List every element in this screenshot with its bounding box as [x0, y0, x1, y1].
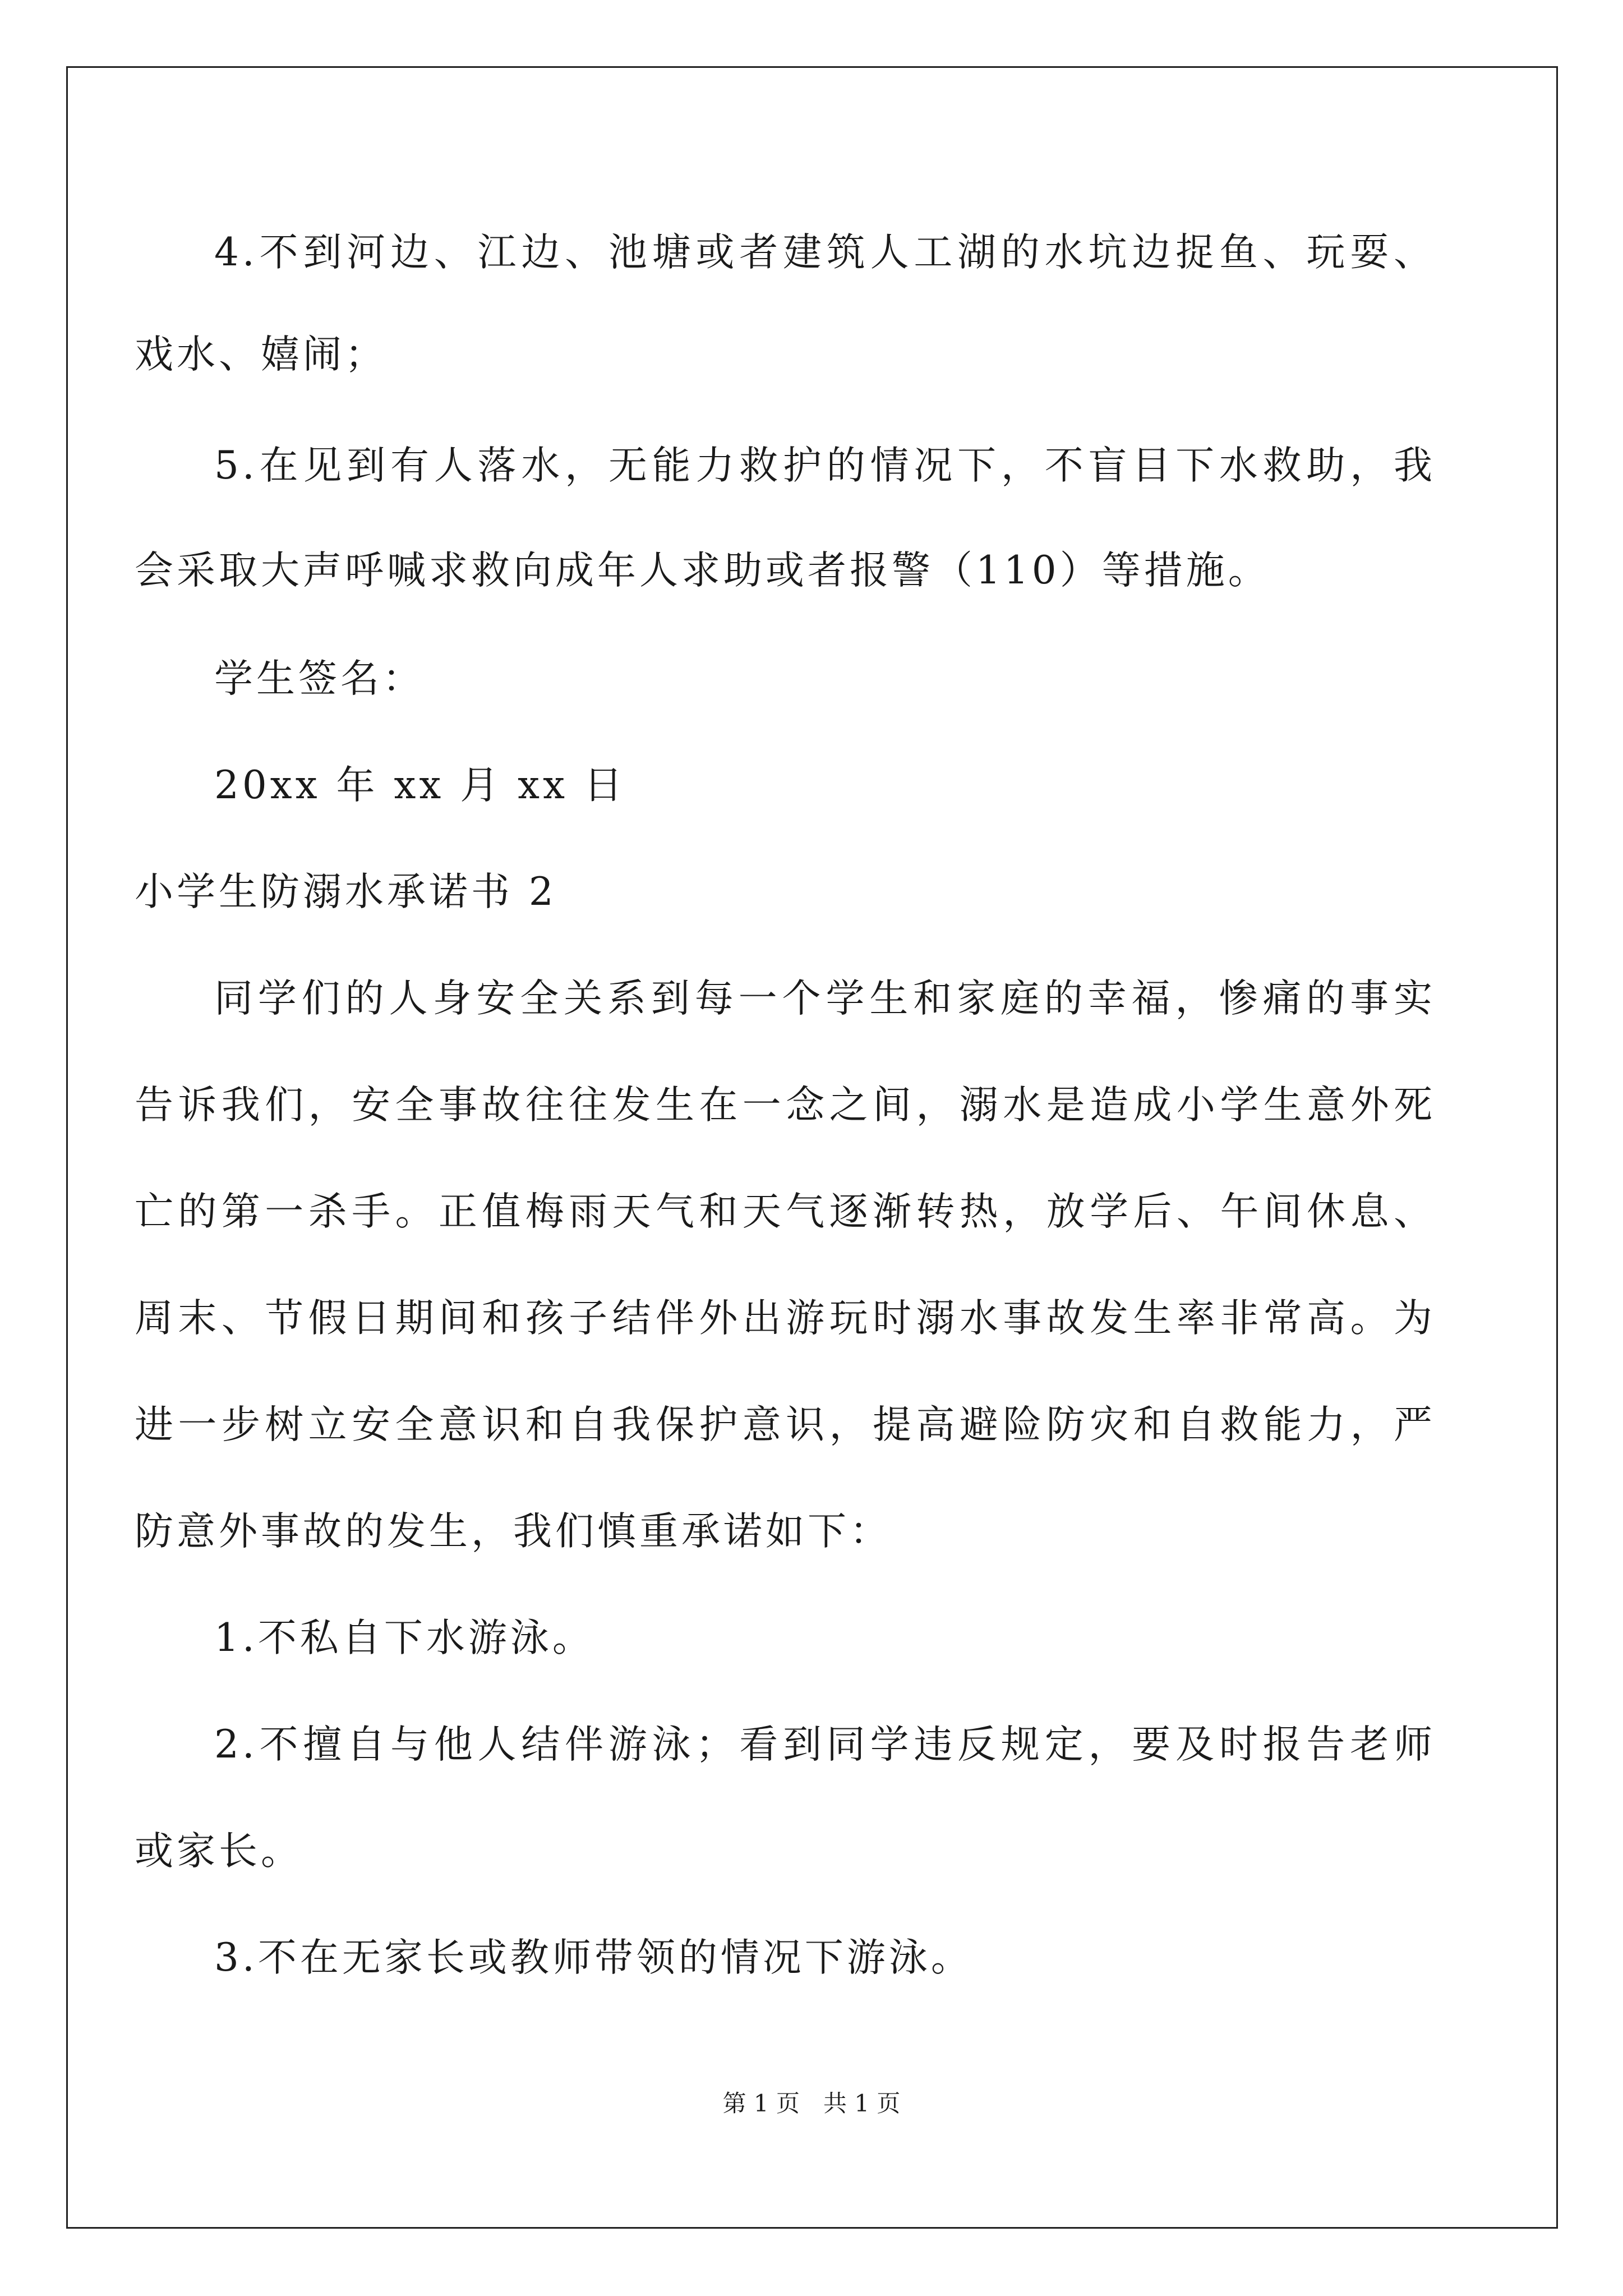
pledge-item-3: 3.不在无家长或教师带领的情况下游泳。: [214, 1935, 973, 1980]
intro-paragraph-line-1: 同学们的人身安全关系到每一个学生和家庭的幸福，惨痛的事实: [214, 976, 1436, 1021]
intro-paragraph-line-3: 亡的第一杀手。正值梅雨天气和天气逐渐转热，放学后、午间休息、: [135, 1189, 1436, 1234]
pledge-item-2-line-2: 或家长。: [135, 1829, 303, 1874]
pledge-item-1: 1.不私自下水游泳。: [214, 1616, 594, 1660]
date-line: 20xx 年 xx 月 xx 日: [214, 763, 626, 808]
paragraph-item-5-line-2: 会采取大声呼喊求救向成年人求助或者报警（110）等措施。: [135, 548, 1270, 593]
page-footer: 第 1 页 共 1 页: [722, 2090, 901, 2117]
intro-paragraph-line-5: 进一步树立安全意识和自我保护意识，提高避险防灾和自救能力，严: [135, 1402, 1436, 1447]
section-title: 小学生防溺水承诺书 2: [135, 869, 557, 914]
paragraph-item-4-line-1: 4.不到河边、江边、池塘或者建筑人工湖的水坑边捉鱼、玩耍、: [214, 230, 1436, 275]
intro-paragraph-line-6: 防意外事故的发生，我们慎重承诺如下：: [135, 1509, 892, 1554]
intro-paragraph-line-4: 周末、节假日期间和孩子结伴外出游玩时溺水事故发生率非常高。为: [135, 1296, 1436, 1341]
paragraph-item-5-line-1: 5.在见到有人落水，无能力救护的情况下，不盲目下水救助，我: [214, 443, 1436, 488]
paragraph-item-4-line-2: 戏水、嬉闹；: [135, 332, 387, 377]
page-border: [66, 66, 1558, 2229]
student-signature-label: 学生签名：: [214, 656, 425, 701]
intro-paragraph-line-2: 告诉我们，安全事故往往发生在一念之间，溺水是造成小学生意外死: [135, 1083, 1436, 1128]
pledge-item-2-line-1: 2.不擅自与他人结伴游泳；看到同学违反规定，要及时报告老师: [214, 1722, 1436, 1767]
